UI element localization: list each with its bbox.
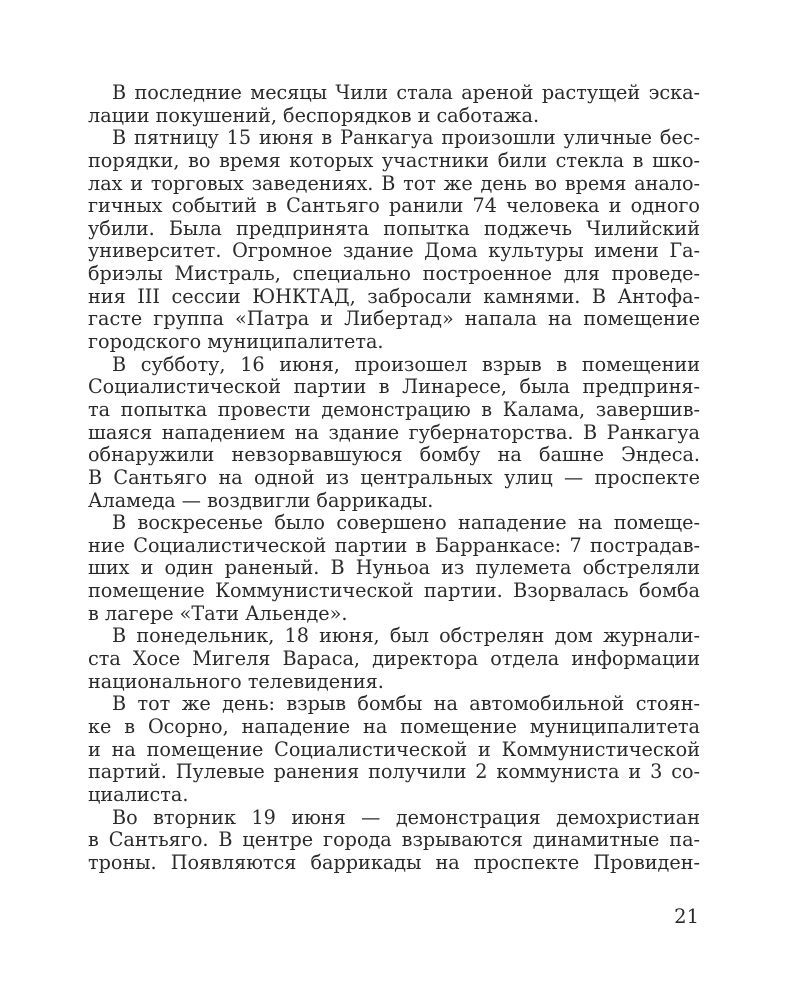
text-line: ке в Осорно, нападение на помещение муниципалитета <box>88 714 700 738</box>
text-line: циалиста. <box>88 782 189 806</box>
paragraph <box>88 82 700 127</box>
text-line: гасте группа «Патра и Либертад» напала на помещение <box>88 307 700 331</box>
text-line: в лагере «Тати Альенде». <box>88 601 348 625</box>
text-line: Социалистической партии в Линаресе, была предприня- <box>88 375 700 399</box>
text-line: В последние месяцы Чили стала ареной растущей эска- <box>112 81 700 104</box>
text-line: та попытка провести демонстрацию в Калама, завершив- <box>88 397 700 421</box>
text-line: ние Социалистической партии в Барранкасе: 7 пострадав- <box>88 533 700 557</box>
text-line: Во вторник 19 июня — демонстрация демохристиан <box>112 805 700 829</box>
paragraph <box>88 354 700 512</box>
text-line: университет. Огромное здание Дома культуры имени Га- <box>88 239 700 263</box>
text-line: ста Хосе Мигеля Вараса, директора отдела информации <box>88 647 700 671</box>
text-line: ния III сессии ЮНКТАД, забросали камнями. В Антофа- <box>88 284 700 308</box>
text-line: национального телевидения. <box>88 669 384 693</box>
paragraph <box>88 512 700 625</box>
text-line: Аламеда — воздвигли баррикады. <box>88 488 434 512</box>
text-line: В тот же день: взрыв бомбы на автомобильной стоян- <box>112 692 700 716</box>
text-line: помещение Коммунистической партии. Взорвалась бомба <box>88 579 700 603</box>
paragraph <box>88 807 700 875</box>
body-text <box>88 82 700 874</box>
text-line: шаяся нападением на здание губернаторства. В Ранкагуа <box>88 420 700 444</box>
text-line: В Сантьяго на одной из центральных улиц — проспекте <box>88 465 700 489</box>
text-line: троны. Появляются баррикады на проспекте Провиден- <box>88 850 700 874</box>
paragraph <box>88 127 700 353</box>
paragraph <box>88 693 700 806</box>
text-line: ших и один раненый. В Нуньоа из пулемета обстреляли <box>88 556 700 580</box>
text-line: бриэлы Мистраль, специально построенное для проведе- <box>88 262 700 286</box>
text-line: В воскресенье было совершено нападение на помеще- <box>112 511 700 535</box>
text-line: гичных событий в Сантьяго ранили 74 человека и одного <box>88 194 700 218</box>
text-line: лации покушений, беспорядков и саботажа. <box>88 103 540 127</box>
text-line: порядки, во время которых участники били стекла в шко- <box>88 148 700 172</box>
text-line: В пятницу 15 июня в Ранкагуа произошли уличные бес- <box>112 126 700 150</box>
text-line: В понедельник, 18 июня, был обстрелян дом журнали- <box>112 624 700 648</box>
text-line: в Сантьяго. В центре города взрываются динамитные па- <box>88 828 700 852</box>
text-line: обнаружили невзорвавшуюся бомбу на башне Эндеса. <box>88 443 700 467</box>
text-line: партий. Пулевые ранения получили 2 коммуниста и 3 со- <box>88 760 700 784</box>
text-line: лах и торговых заведениях. В тот же день во время анало- <box>88 171 700 195</box>
page-number: 21 <box>674 905 699 928</box>
text-line: убили. Была предпринята попытка поджечь Чилийский <box>88 216 700 240</box>
text-line: В субботу, 16 июня, произошел взрыв в помещении <box>112 352 700 376</box>
paragraph <box>88 625 700 693</box>
text-line: и на помещение Социалистической и Коммунистической <box>88 737 700 761</box>
text-line: городского муниципалитета. <box>88 330 384 354</box>
